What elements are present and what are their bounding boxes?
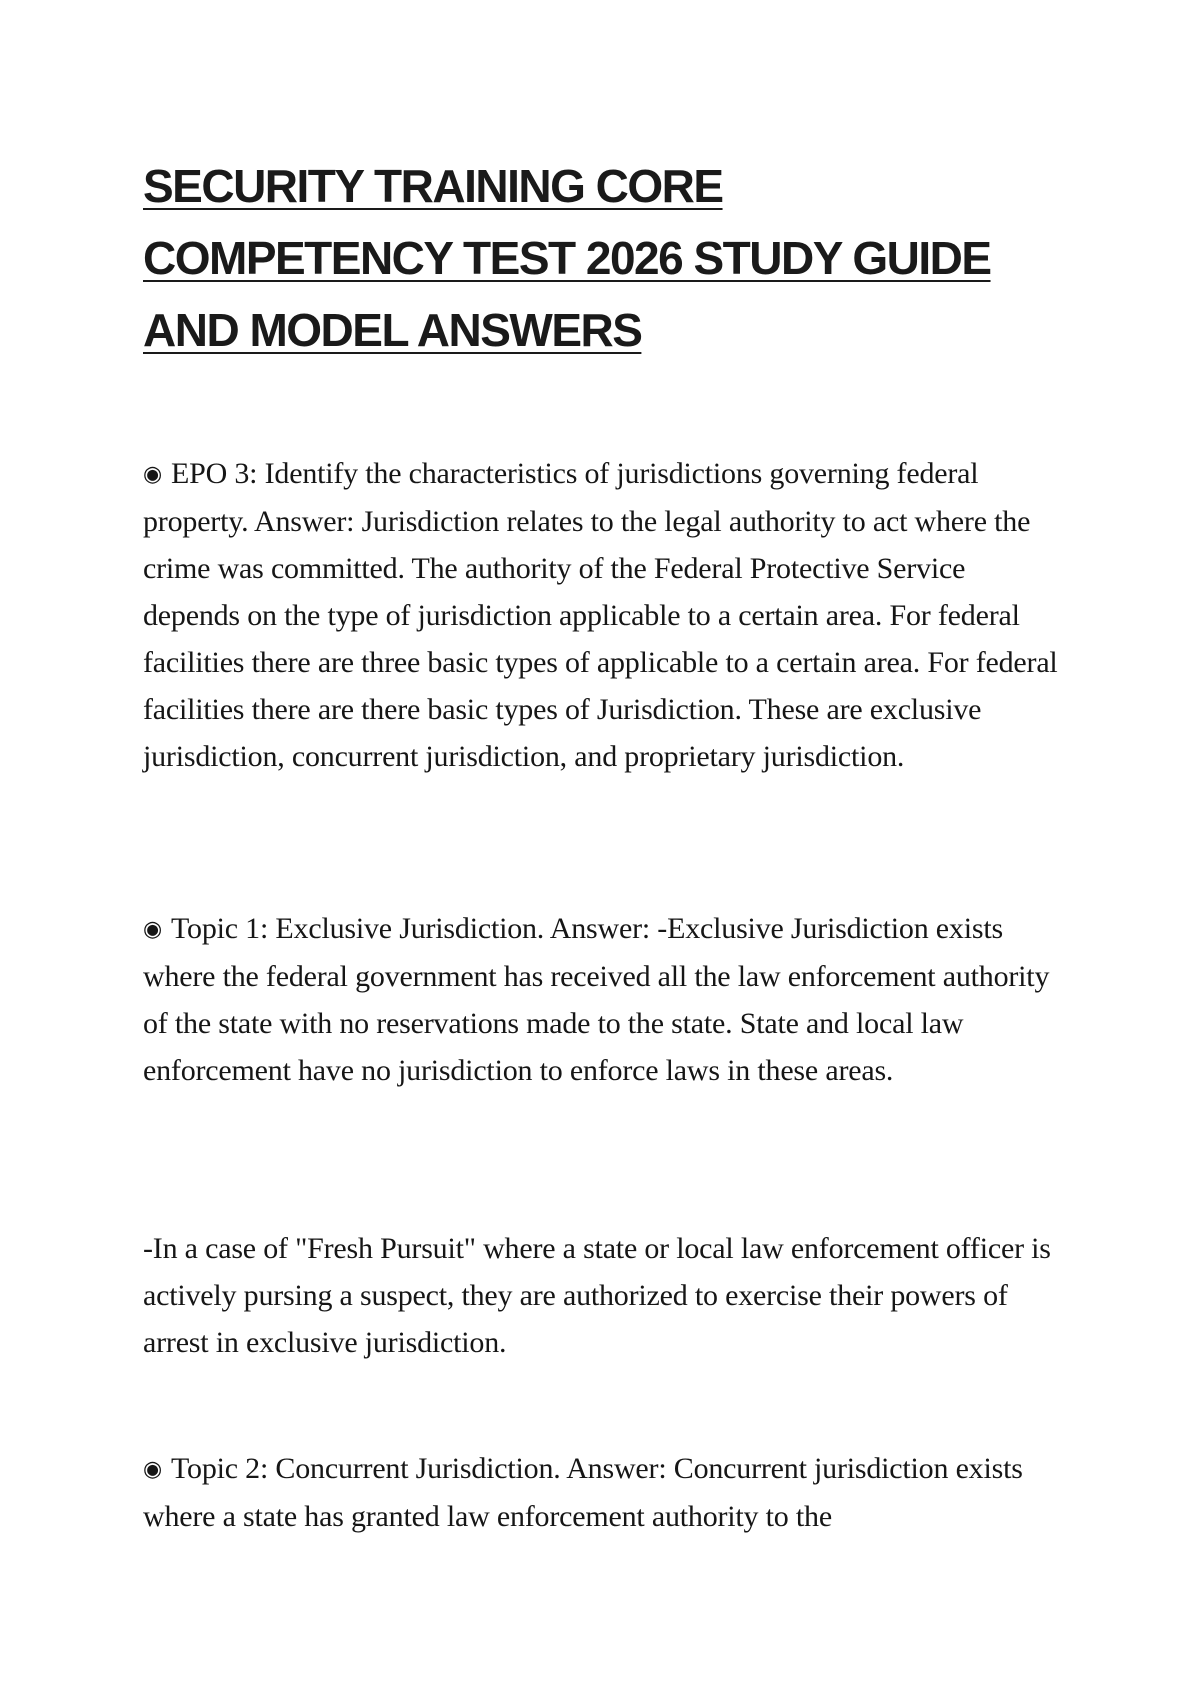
bullet-icon: ◉ — [143, 1457, 162, 1482]
paragraph-topic-2 — [143, 1445, 1063, 1540]
paragraph-text: EPO 3: Identify the characteristics of jurisdictions governing federal property. Answer: Jurisdiction relates to the legal authority to act where the crime was committed. The authority of the Federal Protective Service depends on the type of jurisdiction applicable to a certain area. For federal facilities there are three basic types of applicable to a certain area. For federal facilities there are there basic types of Jurisdiction. These are exclusive jurisdiction, concurrent jurisdiction, and proprietary jurisdiction. — [143, 457, 1058, 773]
bullet-icon: ◉ — [143, 462, 162, 487]
bullet-icon: ◉ — [143, 917, 162, 942]
paragraph-topic-1 — [143, 905, 1063, 1094]
paragraph-fresh-pursuit — [143, 1225, 1063, 1366]
document-title: SECURITY TRAINING CORE COMPETENCY TEST 2026 STUDY GUIDE AND MODEL ANSWERS — [143, 160, 991, 356]
paragraph-epo3 — [143, 450, 1063, 780]
paragraph-text: Topic 2: Concurrent Jurisdiction. Answer: Concurrent jurisdiction exists where a state has granted law enforcement authority to the — [143, 1452, 1023, 1533]
paragraph-text: Topic 1: Exclusive Jurisdiction. Answer: -Exclusive Jurisdiction exists where the federal government has received all the law enforcement authority of the state with no reservations made to the state. State and local law enforcement have no jurisdiction to enforce laws in these areas. — [143, 912, 1050, 1087]
paragraph-text: -In a case of "Fresh Pursuit" where a state or local law enforcement officer is actively pursing a suspect, they are authorized to exercise their powers of arrest in exclusive jurisdiction. — [143, 1232, 1051, 1359]
